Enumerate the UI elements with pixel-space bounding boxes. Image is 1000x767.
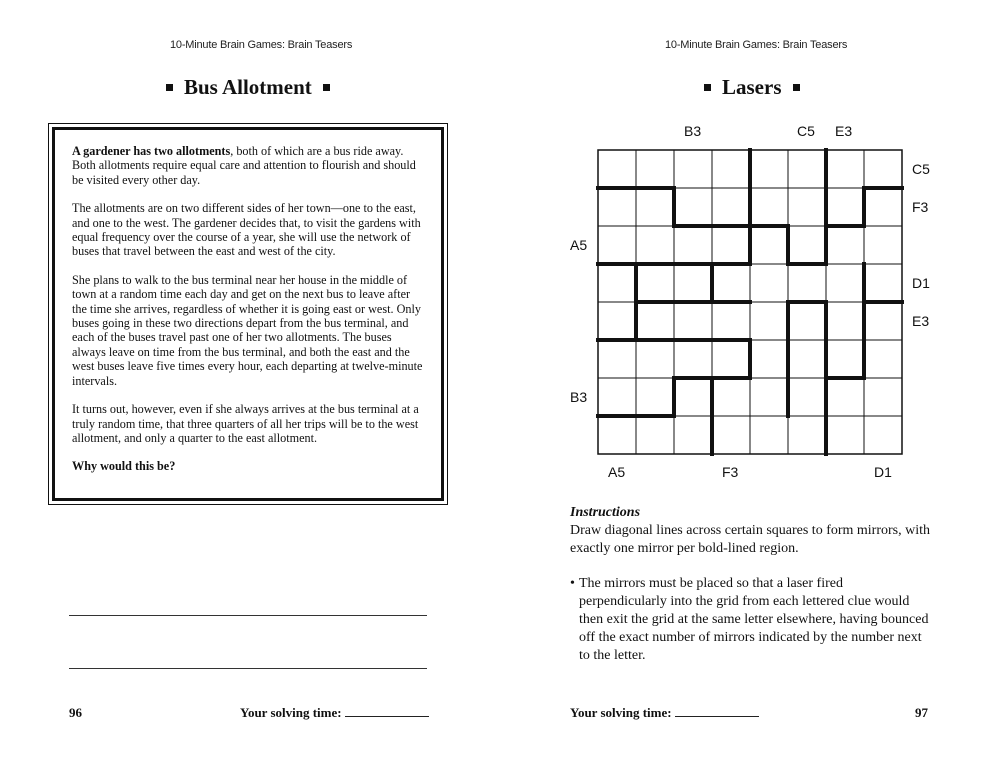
puzzle-title: Bus Allotment	[184, 75, 312, 99]
clue-right-f3: F3	[912, 199, 929, 215]
paragraph-3: It turns out, however, even if she always arrives at the bus terminal at a truly random time, that three quarters of all her trips will be to the west allotment, and only a quarter to the east allotment.	[72, 402, 419, 445]
instructions-bullet	[570, 575, 930, 665]
instructions-heading: Instructions	[570, 505, 641, 520]
clue-left-a5: A5	[570, 237, 588, 253]
page-title-left	[166, 75, 330, 100]
solving-time-blank[interactable]	[675, 705, 759, 717]
solving-time-right	[570, 705, 759, 721]
clue-top-e3: E3	[835, 123, 853, 139]
running-head-left: 10-Minute Brain Games: Brain Teasers	[170, 39, 353, 51]
running-head-right: 10-Minute Brain Games: Brain Teasers	[665, 39, 848, 51]
puzzle-title: Lasers	[722, 75, 782, 99]
question: Why would this be?	[72, 459, 176, 474]
page-title-right	[704, 75, 800, 100]
bullet-text: The mirrors must be placed so that a laser fired perpendicularly into the grid from each lettered clue would then exit the grid at the same letter elsewhere, having bounced off the exact number of mirrors indicated by the number next to the letter.	[579, 576, 929, 663]
title-bullet-icon	[793, 84, 800, 91]
clue-right-e3: E3	[912, 313, 930, 329]
page-number-right: 97	[915, 705, 928, 720]
clue-right-d1: D1	[912, 275, 930, 291]
clue-left-b3: B3	[570, 389, 588, 405]
solving-time-label: Your solving time:	[570, 705, 672, 720]
intro-paragraph	[72, 144, 427, 187]
puzzle-text-box	[48, 123, 448, 505]
lasers-grid[interactable]	[594, 146, 904, 456]
clue-right-c5: C5	[912, 161, 930, 177]
instructions-block	[570, 504, 930, 665]
clue-bottom-f3: F3	[722, 464, 739, 480]
paragraph-2: She plans to walk to the bus terminal near her house in the middle of town at a random time each day and get on the next bus to leave after the time she arrives, regardless of whether it is going east or west. Only buses going in these two directions depart from the bus terminal, and each of the buses travel past one of her two allotments. The buses always leave on time from the bus terminal, and both the east and the west buses leave five times every hour, each departing at twelve-minute intervals.	[72, 272, 423, 388]
title-bullet-icon	[166, 84, 173, 91]
solving-time-blank[interactable]	[345, 705, 429, 717]
answer-line[interactable]	[69, 668, 427, 669]
clue-bottom-a5: A5	[608, 464, 626, 480]
paragraph-1: The allotments are on two different sides of her town—one to the east, and one to the west. The gardener decides that, to visit the gardens with equal frequency over the course of a year, she will use the network of buses that travel between the east and west of the city.	[72, 201, 421, 259]
title-bullet-icon	[704, 84, 711, 91]
clue-top-c5: C5	[797, 123, 815, 139]
instructions-intro: Draw diagonal lines across certain squares to form mirrors, with exactly one mirror per bold-lined region.	[570, 523, 931, 556]
solving-time-left	[240, 705, 429, 721]
bullet-icon: •	[570, 576, 575, 591]
answer-line[interactable]	[69, 615, 427, 616]
intro-bold: A gardener has two allotments	[72, 144, 231, 158]
title-bullet-icon	[323, 84, 330, 91]
solving-time-label: Your solving time:	[240, 705, 342, 720]
intro-rest: , both of which are a bus ride away. Both allotments require equal care and attention to flourish and should be visited every other day.	[72, 144, 416, 187]
clue-top-b3: B3	[684, 123, 702, 139]
puzzle-text-frame	[52, 127, 444, 501]
page-number-left: 96	[69, 705, 82, 720]
clue-bottom-d1: D1	[874, 464, 892, 480]
